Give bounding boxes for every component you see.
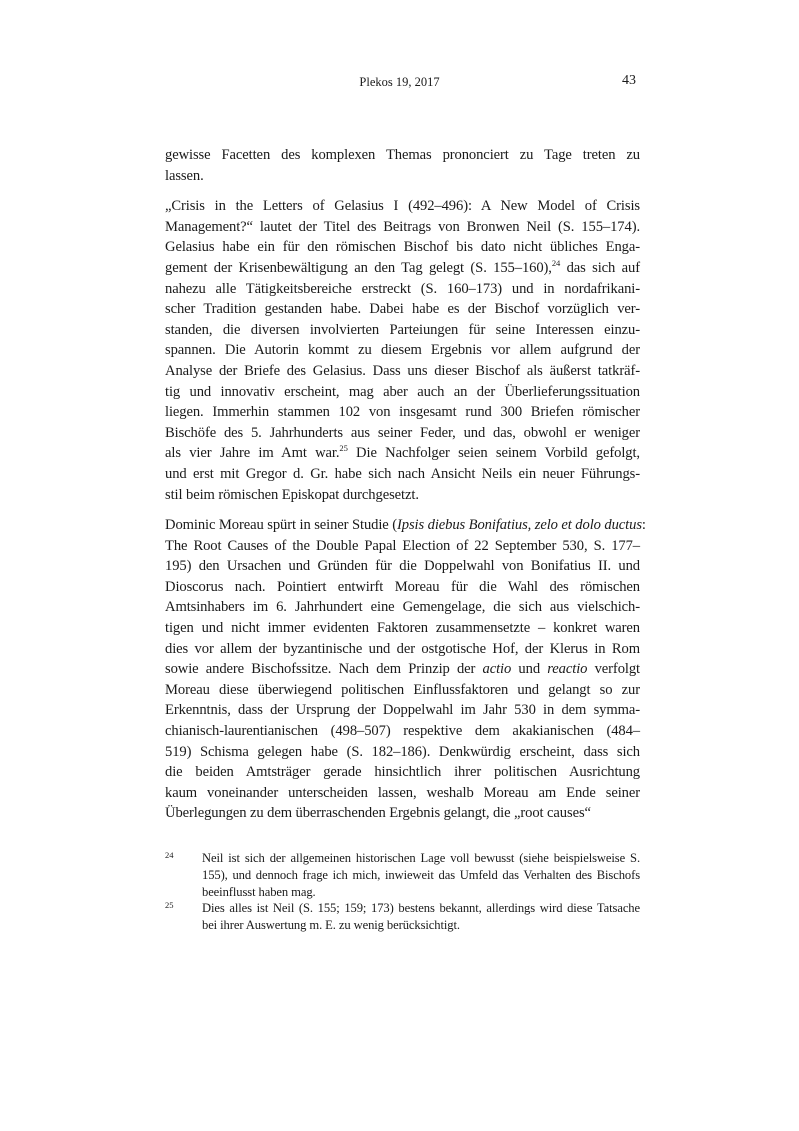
text-line [165, 577, 640, 598]
text-segment: die beiden Amtsträger gerade hinsichtlich ihrer politischen Ausrichtung [165, 764, 640, 781]
text-line [165, 639, 640, 660]
text-segment: Erkenntnis, dass der Ursprung der Doppelwahl im Jahr 530 in dem symma- [165, 702, 640, 719]
text-segment: Analyse der Briefe des Gelasius. Dass uns dieser Bischof als äußerst tatkräf- [165, 362, 640, 379]
text-line [165, 659, 640, 680]
footnote-number: 24 [165, 850, 174, 860]
text-segment: 519) Schisma gelegen habe (S. 182–186). Denkwürdig erscheint, dass sich [165, 743, 640, 760]
text-line [165, 536, 640, 557]
text-line [165, 680, 640, 701]
text-line [165, 485, 640, 506]
italic-text: Ipsis diebus Bonifatius, zelo et dolo ductus [397, 517, 642, 534]
text-line [165, 556, 640, 577]
italic-text: reactio [547, 661, 588, 678]
text-line [165, 423, 640, 444]
text-segment: Gelasius habe ein für den römischen Bischof bis dato nicht übliches Enga- [165, 239, 640, 256]
text-segment: gewisse Facetten des komplexen Themas prononciert zu Tage treten zu [165, 147, 640, 163]
italic-text: actio [482, 661, 512, 678]
footnote-number: 25 [165, 900, 174, 910]
text-segment: chianisch-laurentianischen (498–507) respektive dem akakianischen (484– [165, 723, 640, 740]
footnote-reference[interactable]: 25 [339, 443, 348, 454]
text-segment: scher Tradition gestanden habe. Dabei habe es der Bischof vorzüglich ver- [165, 301, 640, 318]
footnote-line: Dies alles ist Neil (S. 155; 159; 173) bestens bekannt, allerdings wird diese Tatsache [202, 901, 640, 915]
text-segment: Dominic Moreau spürt in seiner Studie ( [165, 517, 397, 534]
running-head: Plekos 19, 2017 [359, 75, 440, 89]
text-segment: gement der Krisenbewältigung an den Tag gelegt (S. 155–160), [165, 259, 552, 276]
footnote-line: 155), und dennoch frage ich mich, inwieweit das Umfeld das Verhalten des Bischofs [202, 868, 640, 882]
text-line [165, 145, 640, 166]
text-segment: und erst mit Gregor d. Gr. habe sich nach Ansicht Neils ein neuer Führungs- [165, 465, 640, 482]
text-line [165, 320, 640, 341]
text-line [165, 464, 640, 485]
text-line [165, 217, 640, 238]
text-line [165, 515, 646, 536]
text-line [165, 597, 640, 618]
text-line [165, 700, 640, 721]
text-segment: The Root Causes of the Double Papal Election of 22 September 530, S. 177– [165, 537, 640, 554]
text-line [165, 361, 640, 382]
text-segment: dies vor allem der byzantinische und der ostgotische Hof, der Klerus in Rom [165, 640, 640, 657]
text-line [165, 382, 640, 403]
text-line [165, 402, 640, 423]
text-line [165, 196, 640, 217]
text-line [165, 443, 640, 464]
text-line [165, 299, 640, 320]
text-line [165, 279, 640, 300]
footnote-line: bei ihrer Auswertung m. E. zu wenig berücksichtigt. [202, 918, 460, 932]
text-segment: Überlegungen zu dem überraschenden Ergebnis gelangt, die „root causes“ [165, 805, 591, 822]
text-segment: verfolgt [587, 661, 641, 678]
text-segment: und [511, 661, 548, 678]
text-segment: tigen und nicht immer evidenten Faktoren zusammensetzte – konkret waren [165, 620, 640, 637]
text-segment: lassen. [165, 167, 204, 184]
paragraph [165, 145, 640, 186]
text-segment: Dioscorus nach. Pointiert entwirft Moreau für die Wahl des römischen [165, 578, 640, 595]
text-segment: liegen. Immerhin stammen 102 von insgesamt rund 300 Briefen römischer [165, 404, 640, 421]
paragraph [165, 515, 646, 824]
footnote-reference[interactable]: 24 [551, 257, 561, 268]
text-line [165, 721, 640, 742]
text-line [165, 803, 640, 824]
text-segment: Management?“ lautet der Titel des Beitrags von Bronwen Neil (S. 155–174). [165, 218, 640, 235]
text-line [165, 166, 640, 187]
text-segment: 195) den Ursachen und Gründen für die Doppelwahl von Bonifatius II. und [165, 558, 640, 575]
text-line [165, 618, 640, 639]
paragraph [165, 196, 640, 505]
footnote-25 [165, 900, 640, 934]
text-segment: das sich auf [560, 259, 640, 276]
text-segment: „Crisis in the Letters of Gelasius I (492–496): A New Model of Crisis [165, 198, 640, 215]
footnote-line: beeinflusst haben mag. [202, 885, 316, 899]
body-text [165, 145, 646, 834]
text-segment: nahezu alle Tätigkeitsbereiche erstreckt (S. 160–173) und in nordafrikani- [165, 280, 640, 297]
text-segment: sowie andere Bischofssitze. Nach dem Prinzip der [165, 661, 483, 678]
footnote-line: Neil ist sich der allgemeinen historischen Lage voll bewusst (siehe beispielsweise S. [202, 851, 640, 865]
text-segment: als vier Jahre im Amt war. [165, 445, 340, 462]
text-line [165, 340, 640, 361]
text-segment: kaum voneinander unterscheiden lassen, weshalb Moreau am Ende seiner [165, 784, 640, 801]
text-segment: Amtsinhabers im 6. Jahrhundert eine Gemengelage, die sich aus vielschich- [165, 599, 640, 616]
text-segment: Bischöfe des 5. Jahrhunderts aus seiner Feder, und das, obwohl er weniger [165, 424, 640, 441]
text-segment: tig und innovativ erscheint, mag aber auch an der Überlieferungssituation [165, 383, 640, 400]
text-line [165, 742, 640, 763]
text-line [165, 237, 640, 258]
text-segment: spannen. Die Autorin kommt zu diesem Ergebnis vor allem aufgrund der [165, 342, 640, 359]
footnote-24 [165, 850, 640, 901]
text-line [165, 258, 640, 279]
text-segment: standen, die diversen involvierten Parteiungen für seine Interessen einzu- [165, 321, 640, 338]
page-number: 43 [622, 73, 636, 88]
text-line [165, 783, 640, 804]
text-segment: Moreau diese überwiegend politischen Einflussfaktoren und gelangt so zur [165, 681, 640, 698]
text-segment: stil beim römischen Episkopat durchgesetzt. [165, 486, 419, 503]
text-segment: : [641, 517, 646, 534]
text-line [165, 762, 640, 783]
text-segment: Die Nachfolger seien seinem Vorbild gefolgt, [347, 445, 640, 462]
